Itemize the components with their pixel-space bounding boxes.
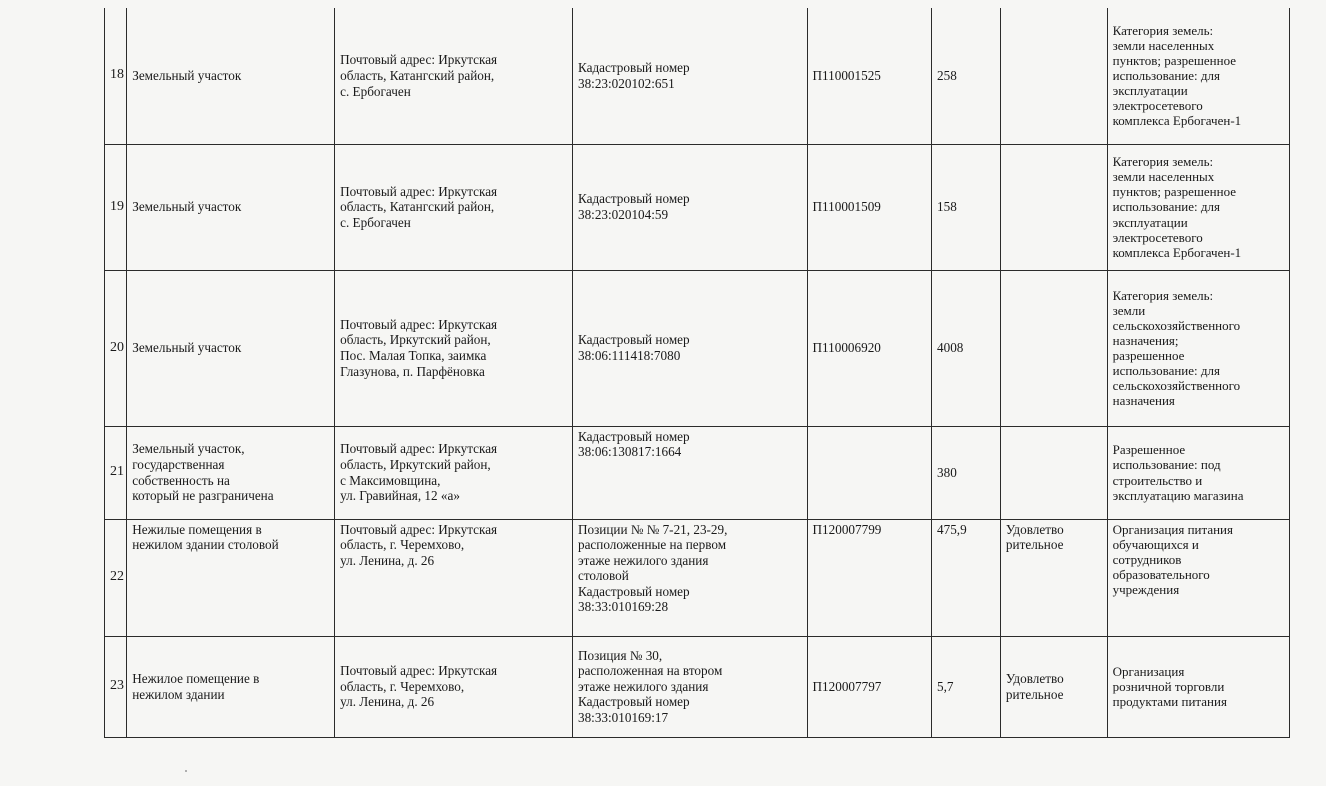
table-row: [105, 144, 1290, 270]
object-area: 158: [932, 144, 1001, 270]
table-row: [105, 8, 1290, 144]
object-area: 258: [932, 8, 1001, 144]
object-address: Почтовый адрес: Иркутская область, г. Черемхово, ул. Ленина, д. 26: [335, 636, 573, 737]
object-notes: Разрешенное использование: под строительство и эксплуатацию магазина: [1107, 426, 1289, 519]
object-notes: Категория земель: земли населенных пунктов; разрешенное использование: для эксплуатации электросетевого комплекса Ербогачен-1: [1107, 144, 1289, 270]
scan-speck: [185, 770, 187, 772]
object-name: Земельный участок: [127, 270, 335, 426]
object-condition: Удовлетво рительное: [1000, 636, 1107, 737]
object-notes: Организация розничной торговли продуктами питания: [1107, 636, 1289, 737]
inventory-code: П120007799: [807, 519, 932, 636]
object-description: Кадастровый номер 38:23:020104:59: [572, 144, 807, 270]
object-address: Почтовый адрес: Иркутская область, Катангский район, с. Ербогачен: [335, 144, 573, 270]
object-name: Нежилые помещения в нежилом здании столовой: [127, 519, 335, 636]
table-row: [105, 636, 1290, 737]
inventory-code: П110001525: [807, 8, 932, 144]
object-name: Нежилое помещение в нежилом здании: [127, 636, 335, 737]
table-row: [105, 270, 1290, 426]
row-number: 19: [105, 144, 127, 270]
inventory-code: П110001509: [807, 144, 932, 270]
table-row: [105, 426, 1290, 519]
object-notes: Категория земель: земли сельскохозяйственного назначения; разрешенное использование: для сельскохозяйственного назначения: [1107, 270, 1289, 426]
object-address: Почтовый адрес: Иркутская область, Катангский район, с. Ербогачен: [335, 8, 573, 144]
row-number: 20: [105, 270, 127, 426]
object-area: 5,7: [932, 636, 1001, 737]
object-area: 4008: [932, 270, 1001, 426]
object-description: Кадастровый номер 38:06:111418:7080: [572, 270, 807, 426]
row-number: 23: [105, 636, 127, 737]
object-name: Земельный участок, государственная собственность на который не разграничена: [127, 426, 335, 519]
object-condition: Удовлетво рительное: [1000, 519, 1107, 636]
object-condition: [1000, 144, 1107, 270]
inventory-code: [807, 426, 932, 519]
object-condition: [1000, 8, 1107, 144]
object-address: Почтовый адрес: Иркутская область, Иркутский район, Пос. Малая Топка, заимка Глазунова, п. Парфёновка: [335, 270, 573, 426]
object-notes: Категория земель: земли населенных пунктов; разрешенное использование: для эксплуатации электросетевого комплекса Ербогачен-1: [1107, 8, 1289, 144]
table-row: [105, 519, 1290, 636]
row-number: 22: [105, 519, 127, 636]
object-name: Земельный участок: [127, 8, 335, 144]
inventory-code: П120007797: [807, 636, 932, 737]
row-number: 21: [105, 426, 127, 519]
object-condition: [1000, 426, 1107, 519]
object-description: Позиции № № 7-21, 23-29, расположенные на первом этаже нежилого здания столовой Кадастровый номер 38:33:010169:28: [572, 519, 807, 636]
row-number: 18: [105, 8, 127, 144]
object-address: Почтовый адрес: Иркутская область, г. Черемхово, ул. Ленина, д. 26: [335, 519, 573, 636]
object-area: 475,9: [932, 519, 1001, 636]
object-area: 380: [932, 426, 1001, 519]
inventory-code: П110006920: [807, 270, 932, 426]
object-condition: [1000, 270, 1107, 426]
object-description: Кадастровый номер 38:06:130817:1664: [572, 426, 807, 519]
object-notes: Организация питания обучающихся и сотрудников образовательного учреждения: [1107, 519, 1289, 636]
document-page: [104, 8, 1290, 738]
object-description: Позиция № 30, расположенная на втором этаже нежилого здания Кадастровый номер 38:33:010169:17: [572, 636, 807, 737]
property-table: [104, 8, 1290, 738]
object-address: Почтовый адрес: Иркутская область, Иркутский район, с Максимовщина, ул. Гравийная, 12 «а»: [335, 426, 573, 519]
object-name: Земельный участок: [127, 144, 335, 270]
object-description: Кадастровый номер 38:23:020102:651: [572, 8, 807, 144]
